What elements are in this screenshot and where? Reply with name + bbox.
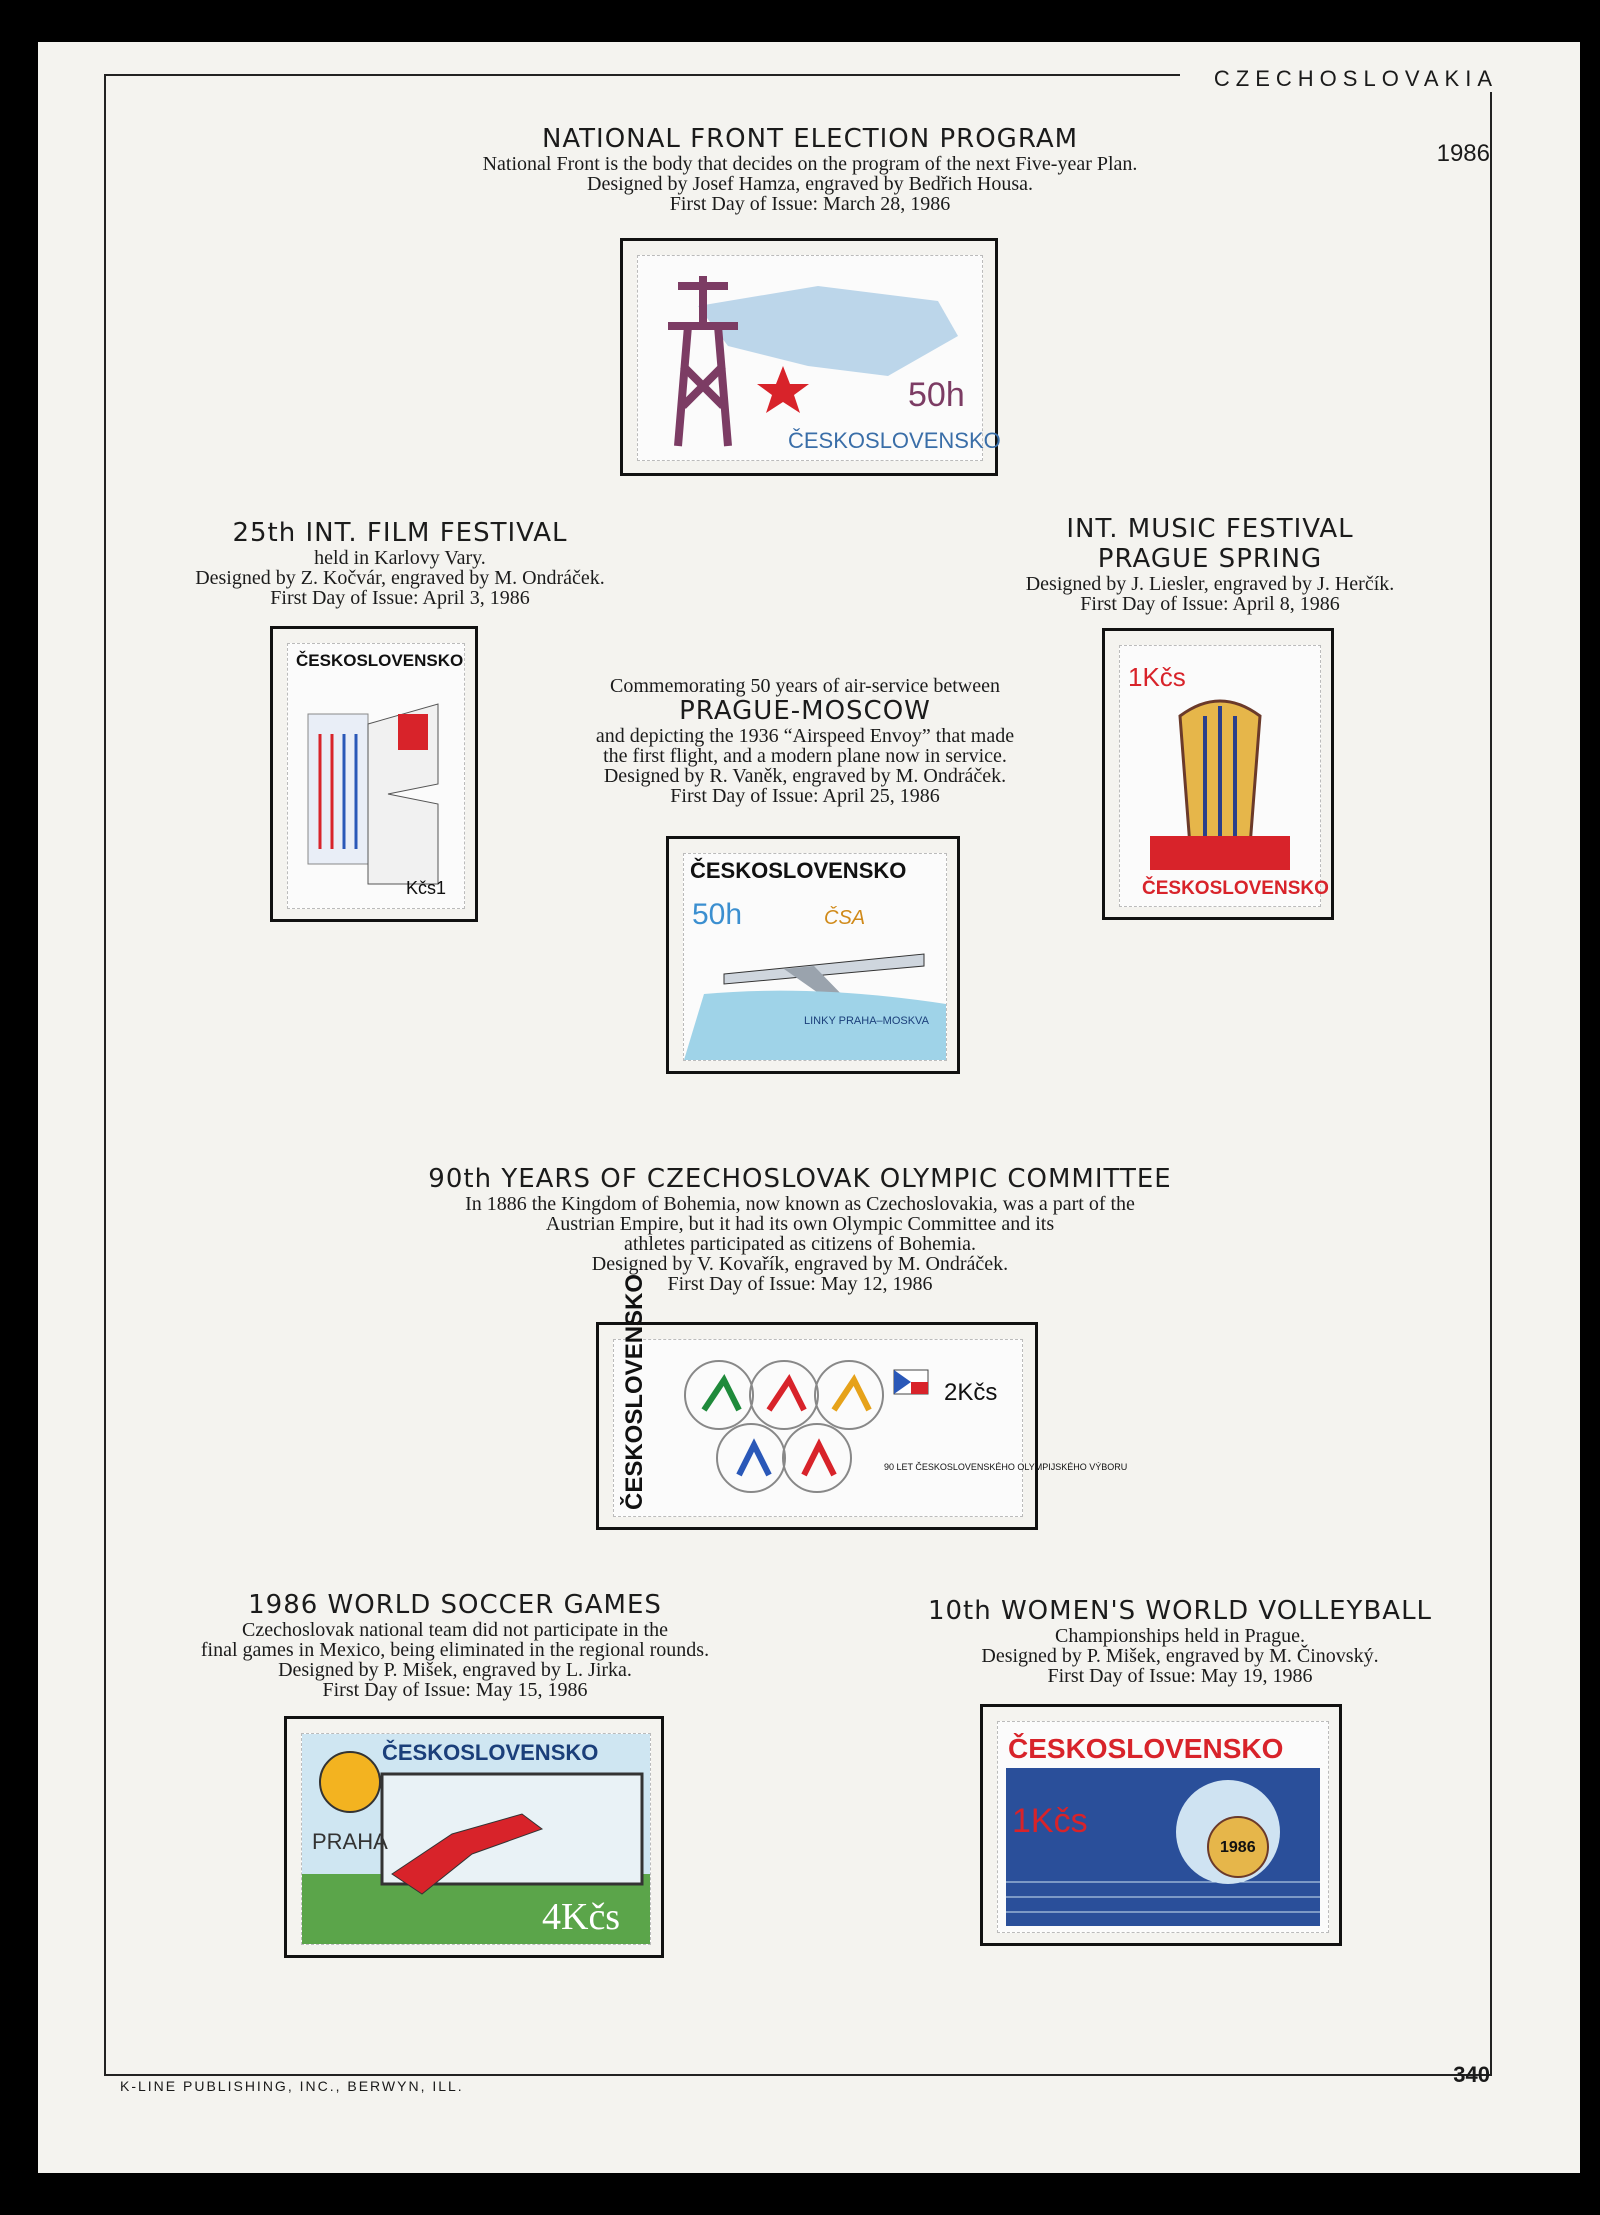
designer-line: Designed by V. Kovařík, engraved by M. Ondráček.	[591, 1253, 1009, 1275]
section-title: 90th YEARS OF CZECHOSLOVAK OLYMPIC COMMITTEE	[428, 1164, 1172, 1194]
stamp-volleyball	[997, 1721, 1329, 1933]
stamp-country-text: ČESKOSLOVENSKO	[382, 1740, 599, 1765]
stamp-value-text: Kčs1	[406, 878, 447, 898]
section-title: NATIONAL FRONT ELECTION PROGRAM	[541, 124, 1079, 154]
stamp-mount-music[interactable]	[1102, 628, 1334, 920]
section-volleyball	[860, 1596, 1500, 1686]
section-title-line-1: INT. MUSIC FESTIVAL	[1066, 514, 1354, 544]
description-line: National Front is the body that decides on the program of the next Five-year Plan.	[482, 153, 1138, 175]
stamp-postmark-text: PRAHA	[312, 1829, 388, 1854]
stamp-value-text: 1Kčs	[1128, 662, 1186, 692]
description-line-2: Austrian Empire, but it had its own Olympic Committee and its	[545, 1213, 1055, 1235]
description-line-1: and depicting the 1936 “Airspeed Envoy” that made	[595, 725, 1015, 747]
country-header: CZECHOSLOVAKIA	[1180, 66, 1498, 92]
first-day-line: First Day of Issue: April 8, 1986	[1080, 593, 1340, 615]
description-line: Championships held in Prague.	[1055, 1625, 1305, 1647]
section-airline	[500, 676, 1110, 806]
stamp-route-text: LINKY PRAHA–MOSKVA	[804, 1015, 929, 1027]
stamp-mount-film[interactable]	[270, 626, 478, 922]
stamp-election	[637, 255, 1001, 461]
stamp-country-text: ČESKOSLOVENSKO	[1008, 1733, 1284, 1764]
designer-line: Designed by R. Vaněk, engraved by M. Ondráček.	[603, 765, 1007, 787]
stamp-film	[287, 643, 465, 909]
stamp-year-text: 1986	[1220, 1839, 1256, 1856]
page-number: 340	[1453, 2062, 1490, 2087]
intro-line: Commemorating 50 years of air-service between	[609, 675, 1000, 697]
section-olympic	[300, 1164, 1300, 1294]
stamp-music	[1119, 645, 1329, 907]
stamp-mount-election[interactable]	[620, 238, 1001, 476]
first-day-line: First Day of Issue: May 12, 1986	[667, 1273, 933, 1295]
section-music	[900, 514, 1520, 614]
description-line: held in Karlovy Vary.	[314, 547, 486, 569]
stamp-soccer	[301, 1733, 651, 1945]
section-election	[340, 124, 1280, 214]
description-line-1: Czechoslovak national team did not participate in the	[242, 1619, 668, 1641]
stamp-value-text: 4Kčs	[542, 1896, 621, 1938]
stamp-country-text: ČESKOSLOVENSKO	[788, 428, 1001, 453]
first-day-line: First Day of Issue: May 15, 1986	[322, 1679, 588, 1701]
stamp-value-text: 1Kčs	[1012, 1802, 1088, 1840]
section-title: 25th INT. FILM FESTIVAL	[232, 518, 568, 548]
section-title: 10th WOMEN'S WORLD VOLLEYBALL	[927, 1596, 1433, 1626]
stamp-value-text: 50h	[692, 898, 743, 931]
first-day-line: First Day of Issue: March 28, 1986	[669, 193, 951, 215]
stamp-inscription-text: 90 LET ČESKOSLOVENSKÉHO OLYMPIJSKÉHO VÝBORU	[884, 1462, 1128, 1472]
designer-line: Designed by Josef Hamza, engraved by Bedřich Housa.	[587, 173, 1033, 195]
description-line-2: the first flight, and a modern plane now in service.	[603, 745, 1007, 767]
stamp-mount-airline[interactable]	[666, 836, 960, 1074]
stamp-value-text: 50h	[908, 376, 965, 414]
description-line-1: In 1886 the Kingdom of Bohemia, now known as Czechoslovakia, was a part of the	[465, 1193, 1135, 1215]
publisher-credit: K-LINE PUBLISHING, INC., BERWYN, ILL.	[120, 2078, 464, 2094]
year-label: 1986	[1436, 140, 1490, 167]
designer-line: Designed by P. Mišek, engraved by L. Jirka.	[278, 1659, 632, 1681]
stamp-country-text: ČESKOSLOVENSKO	[690, 858, 907, 883]
stamp-country-text: ČESKOSLOVENSKO	[1142, 878, 1329, 899]
stamp-airline	[683, 853, 947, 1061]
stamp-mount-volleyball[interactable]	[980, 1704, 1342, 1946]
stamp-value-text: 2Kčs	[944, 1379, 998, 1406]
first-day-line: First Day of Issue: April 3, 1986	[270, 587, 530, 609]
first-day-line: First Day of Issue: April 25, 1986	[670, 785, 940, 807]
stamp-mount-soccer[interactable]	[284, 1716, 664, 1958]
description-line-2: final games in Mexico, being eliminated in the regional rounds.	[200, 1639, 710, 1661]
section-title: PRAGUE-MOSCOW	[679, 696, 931, 726]
stamp-country-text: ČESKOSLOVENSKO	[296, 651, 464, 670]
description-line-3: athletes participated as citizens of Bohemia.	[623, 1233, 977, 1255]
section-title-line-2: PRAGUE SPRING	[1097, 544, 1323, 574]
stamp-country-text: ČESKOSLOVENSKO	[621, 1273, 648, 1510]
section-soccer	[130, 1590, 780, 1700]
section-title: 1986 WORLD SOCCER GAMES	[248, 1590, 662, 1620]
section-film	[110, 518, 690, 608]
stamp-airline-logo-text: ČSA	[824, 907, 866, 929]
designer-line: Designed by Z. Kočvár, engraved by M. Ondráček.	[195, 567, 605, 589]
designer-line: Designed by J. Liesler, engraved by J. Herčík.	[1025, 573, 1395, 595]
first-day-line: First Day of Issue: May 19, 1986	[1047, 1665, 1313, 1687]
designer-line: Designed by P. Mišek, engraved by M. Činovský.	[981, 1645, 1379, 1667]
